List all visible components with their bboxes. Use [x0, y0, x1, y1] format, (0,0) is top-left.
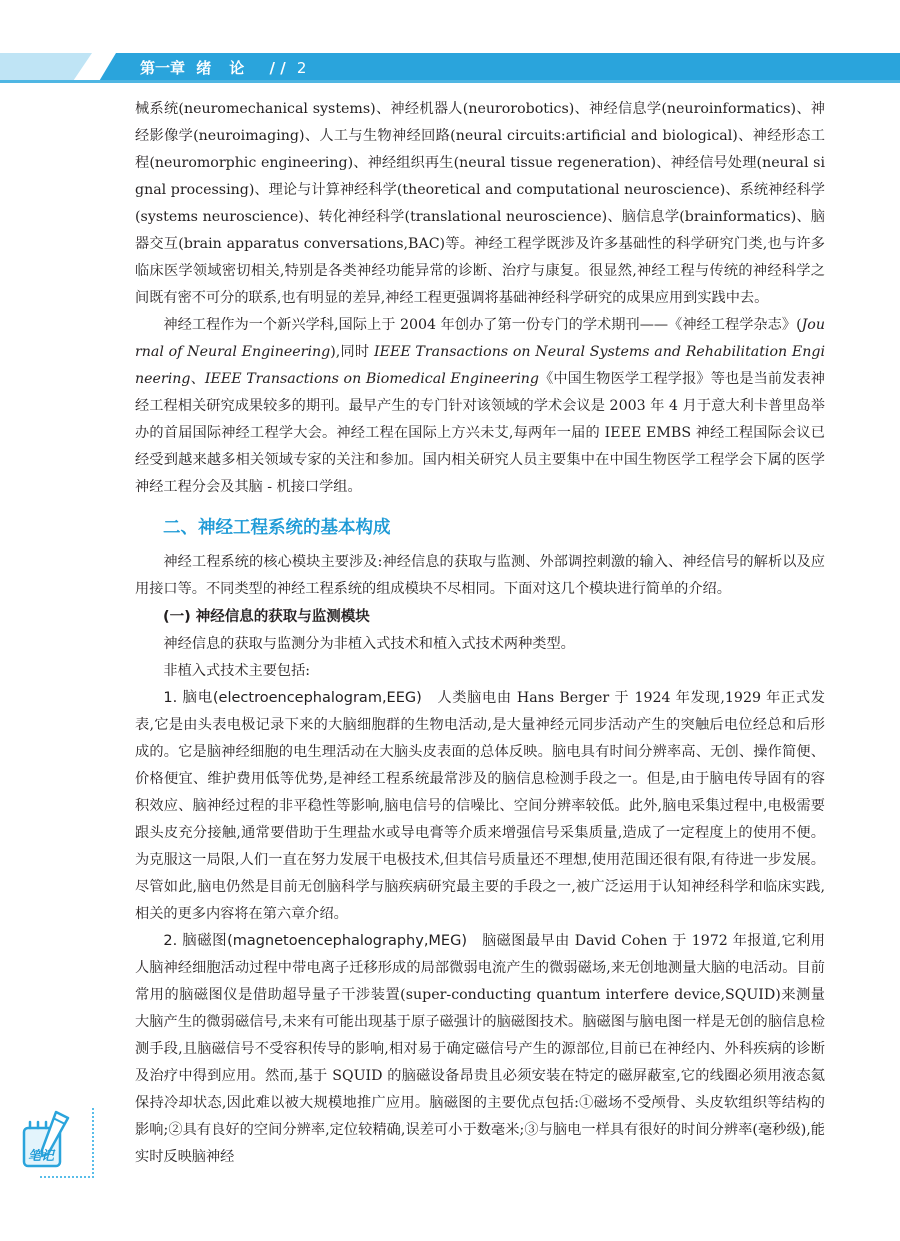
note-pen-icon [20, 1108, 88, 1180]
journal-title-3: IEEE Transactions on Biomedical Engineering [204, 371, 539, 387]
subsection-heading: (一) 神经信息的获取与监测模块 [163, 609, 370, 625]
paragraph-3: 神经工程系统的核心模块主要涉及:神经信息的获取与监测、外部调控刺激的输入、神经信号的解析以及应用接口等。不同类型的神经工程系统的组成模块不尽相同。下面对这几个模块进行简单的介绍。 [135, 554, 825, 597]
meg-term: 2. 脑磁图(magnetoencephalography,MEG) [163, 933, 467, 949]
chapter-title: 绪论 [196, 59, 263, 77]
list-item-eeg [135, 685, 825, 928]
page-number: 2 [296, 59, 307, 77]
section-heading: 二、神经工程系统的基本构成 [163, 518, 391, 538]
eeg-term: 1. 脑电(electroencephalogram,EEG) [163, 690, 422, 706]
eeg-text: 人类脑电由 Hans Berger 于 1924 年发现,1929 年正式发表,它是由头表电极记录下来的大脑细胞群的生物电活动,是大量神经元同步活动产生的突触后电位经总和后形成的。它是脑神经细胞的电生理活动在大脑头皮表面的总体反映。脑电具有时间分辨率高、无创、操作简便、价格便宜、维护费用低等优势,是神经工程系统最常涉及的脑信息检测手段之一。但是,由于脑电传导固有的容积效应、脑神经过程的非平稳性等影响,脑电信号的信噪比、空间分辨率较低。此外,脑电采集过程中,电极需要跟头皮充分接触,通常要借助于生理盐水或导电膏等介质来增强信号采集质量,造成了一定程度上的使用不便。为克服这一局限,人们一直在努力发展干电极技术,但其信号质量还不理想,使用范围还很有限,有待进一步发展。尽管如此,脑电仍然是目前无创脑科学与脑疾病研究最主要的手段之一,被广泛运用于认知神经科学和临床实践,相关的更多内容将在第六章介绍。 [135, 690, 825, 922]
paragraph-1: 械系统(neuromechanical systems)、神经机器人(neurorobotics)、神经信息学(neuroinformatics)、神经影像学(neuroimaging)、人工与生物神经回路(neural circuits:artificial and biological)、神经形态工程(neuromorphic engineering)、神经组织再生(neural tissue regeneration)、神经信号处理(neural signal processing)、理论与计算神经科学(theoretical and computational neuroscience)、系统神经科学(systems neuroscience)、转化神经科学(translational neuroscience)、脑信息学(brainformatics)、脑器交互(brain apparatus conversations,BAC)等。神经工程学既涉及许多基础性的科学研究门类,也与许多临床医学领域密切相关,特别是各类神经功能异常的诊断、治疗与康复。很显然,神经工程与传统的神经科学之间既有密不可分的联系,也有明显的差异,神经工程更强调将基础神经科学研究的成果应用到实践中去。 [135, 101, 825, 306]
header-rule [0, 80, 900, 83]
paragraph-4: 神经信息的获取与监测分为非植入式技术和植入式技术两种类型。 [163, 636, 575, 652]
note-label: 笔记 [28, 1149, 55, 1164]
paragraph-2 [135, 312, 825, 501]
paragraph-2-part-a: 神经工程作为一个新兴学科,国际上于 2004 年创办了第一份专门的学术期刊——《神经工程学杂志》( [163, 317, 802, 333]
running-header [140, 57, 312, 79]
paragraph-2-part-b: ),同时 [330, 344, 375, 360]
paragraph-2-part-d: 《中国生物医学工程学报》等也是当前发表神经工程相关研究成果较多的期刊。最早产生的专门针对该领域的学术会议是 2003 年 4 月于意大利卡普里岛举办的首届国际神经工程学大会。神经工程在国际上方兴未艾,每两年一届的 IEEE EMBS 神经工程国际会议已经受到越来越多相关领域专家的关注和参加。国内相关研究人员主要集中在中国生物医学工程学会下属的医学神经工程分会及其脑 - 机接口学组。 [135, 371, 825, 495]
list-item-meg [135, 928, 825, 1171]
header-separator: / / [269, 59, 286, 77]
chapter-number: 第一章 [140, 59, 186, 77]
journal-title-1: Journal of Neural Engineering [135, 317, 825, 360]
paragraph-5: 非植入式技术主要包括: [163, 663, 311, 679]
header-left-tab [0, 53, 92, 83]
journal-title-2: IEEE Transactions on Neural Systems and Rehabilitation Engineering [135, 344, 825, 387]
page-body [135, 96, 825, 1171]
paragraph-2-part-c: 、 [190, 371, 205, 387]
meg-text: 脑磁图最早由 David Cohen 于 1972 年报道,它利用人脑神经细胞活动过程中带电离子迁移形成的局部微弱电流产生的微弱磁场,来无创地测量大脑的电活动。目前常用的脑磁图仪是借助超导量子干涉装置(super-conducting quantum interfere device,SQUID)来测量大脑产生的微弱磁信号,未来有可能出现基于原子磁强计的脑磁图技术。脑磁图与脑电图一样是无创的脑信息检测手段,且脑磁信号不受容积传导的影响,相对易于确定磁信号产生的源部位,目前已在神经内、外科疾病的诊断及治疗中得到应用。然而,基于 SQUID 的脑磁设备昂贵且必须安装在特定的磁屏蔽室,它的线圈必须用液态氦保持冷却状态,因此难以被大规模地推广应用。脑磁图的主要优点包括:①磁场不受颅骨、头皮软组织等结构的影响;②具有良好的空间分辨率,定位较精确,误差可小于数毫米;③与脑电一样具有很好的时间分辨率(毫秒级),能实时反映脑神经 [135, 933, 825, 1165]
note-divider-vertical [92, 1108, 94, 1178]
